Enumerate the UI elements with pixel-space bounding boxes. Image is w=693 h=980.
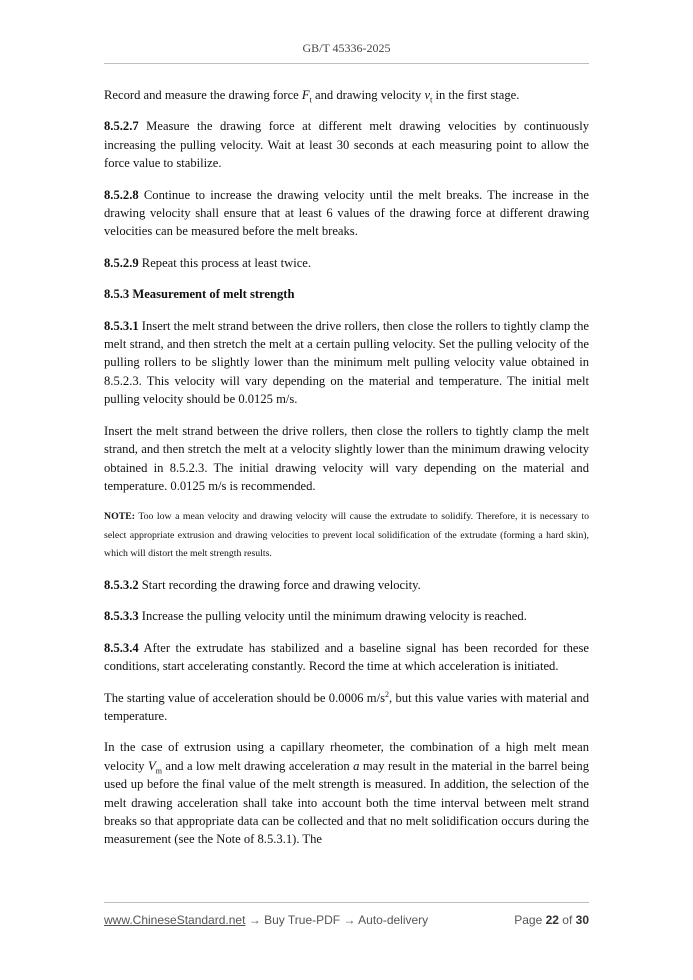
text-run: , but this value varies with material and temperature. [104,690,589,723]
auto-delivery-text: Auto-delivery [358,913,429,927]
of-label: of [558,913,576,927]
clause-number: 8.5.2.9 [104,255,139,270]
text-run: may result in the material in the barrel being used up before the final value of the melt strength is measured. In addition, the selection of the melt drawing acceleration shall take into account both the time interval between melt strand breaks so that appropriate data can be collected and that no melt solidification occurs during the measurement (see the Note of 8.5.3.1). The [104,758,590,847]
paragraph-first-stage [104,86,589,104]
section-heading-8-5-3 [104,285,589,303]
clause-number: 8.5.3.1 [104,318,139,333]
clause-text: Insert the melt strand between the drive rollers, then close the rollers to tightly clamp the melt strand, and then stretch the melt at a certain pulling velocity. Set the pulling velocity of the pulling rollers to be slightly lower than the minimum melt pulling velocity value obtained in 8.5.2.3. This velocity will vary depending on the material and temperature. The initial melt pulling velocity should be 0.0125 m/s. [104,318,589,407]
symbol-mean-velocity: V [148,758,156,773]
paragraph-insert-strand: Insert the melt strand between the drive rollers, then close the rollers to tightly clamp the melt strand, and then stretch the melt at a velocity slightly lower than the minimum drawing velocity obtained in 8.5.2.3. The initial drawing velocity will vary depending on the material and temperature. 0.0125 m/s is recommended. [104,423,589,493]
note-text: Too low a mean velocity and drawing velocity will cause the extrudate to solidify. Therefore, it is necessary to select appropriate extrusion and drawing velocities to prevent local solidification of the extrudate (forming a hard skin), which will distort the melt strength results. [104,511,589,559]
text-run: The starting value of acceleration should be 0.0006 m/s [104,690,385,705]
clause-text: Continue to increase the drawing velocity until the melt breaks. The increase in the drawing velocity shall ensure that at least 6 values of the drawing force at different drawing velocities can be measured before the melt breaks. [104,187,589,239]
clause-number: 8.5.3.3 [104,609,139,624]
subscript: t [309,95,312,105]
symbol-acceleration: a [353,758,360,773]
page-total: 30 [575,913,589,927]
arrow-icon: → [340,913,359,927]
footer-divider [104,902,589,903]
symbol-velocity: v [424,88,431,102]
superscript: 2 [384,689,389,699]
page-footer [104,913,589,933]
clause-8-5-3-2 [104,576,589,594]
clause-8-5-2-8 [104,186,589,241]
paragraph-capillary-rheometer [104,738,589,848]
clause-number: 8.5.2.8 [104,187,139,202]
text-run: In the case of extrusion using a capillary rheometer, the combination of a high melt mean velocity [104,740,589,773]
subscript: t [430,95,433,105]
clause-8-5-3-1 [104,317,589,409]
buy-pdf-link[interactable]: Buy True-PDF [264,913,341,927]
text-run: and a low melt drawing acceleration [161,758,354,773]
page-number: 22 [545,913,559,927]
clause-text: Start recording the drawing force and drawing velocity. [138,577,421,592]
note-label: NOTE: [104,511,136,523]
header-divider [104,63,589,64]
clause-8-5-2-7 [104,117,589,172]
clause-text: Repeat this process at least twice. [138,255,312,270]
text-run: Record and measure the drawing force [104,88,302,102]
clause-number: 8.5.3.2 [104,577,139,592]
page-body [104,86,589,862]
section-heading: 8.5.3 Measurement of melt strength [104,287,295,302]
clause-8-5-3-4 [104,639,589,676]
note [104,508,589,563]
text-run: in the first stage. [432,88,520,102]
paragraph-acceleration [104,689,589,726]
document-code-header: GB/T 45336-2025 [302,41,391,55]
subscript: m [155,766,162,776]
clause-text: Measure the drawing force at different melt drawing velocities by continuously increasing the pulling velocity. Wait at least 30 seconds at each measuring point to allow the force value to stabilize. [104,119,589,171]
clause-number: 8.5.3.4 [104,640,139,655]
clause-text: Increase the pulling velocity until the minimum drawing velocity is reached. [138,609,527,624]
symbol-force: F [301,88,310,102]
footer-links [104,913,428,927]
arrow-icon: → [245,913,265,927]
clause-8-5-3-3 [104,607,589,625]
clause-text: After the extrudate has stabilized and a baseline signal has been recorded for these conditions, start accelerating constantly. Record the time at which acceleration is initiated. [104,640,589,674]
page-indicator [514,913,589,927]
page-label: Page [514,913,546,927]
text-run: and drawing velocity [311,88,425,102]
clause-8-5-2-9 [104,254,589,272]
clause-number: 8.5.2.7 [104,119,139,134]
site-link[interactable]: www.ChineseStandard.net [104,913,246,927]
